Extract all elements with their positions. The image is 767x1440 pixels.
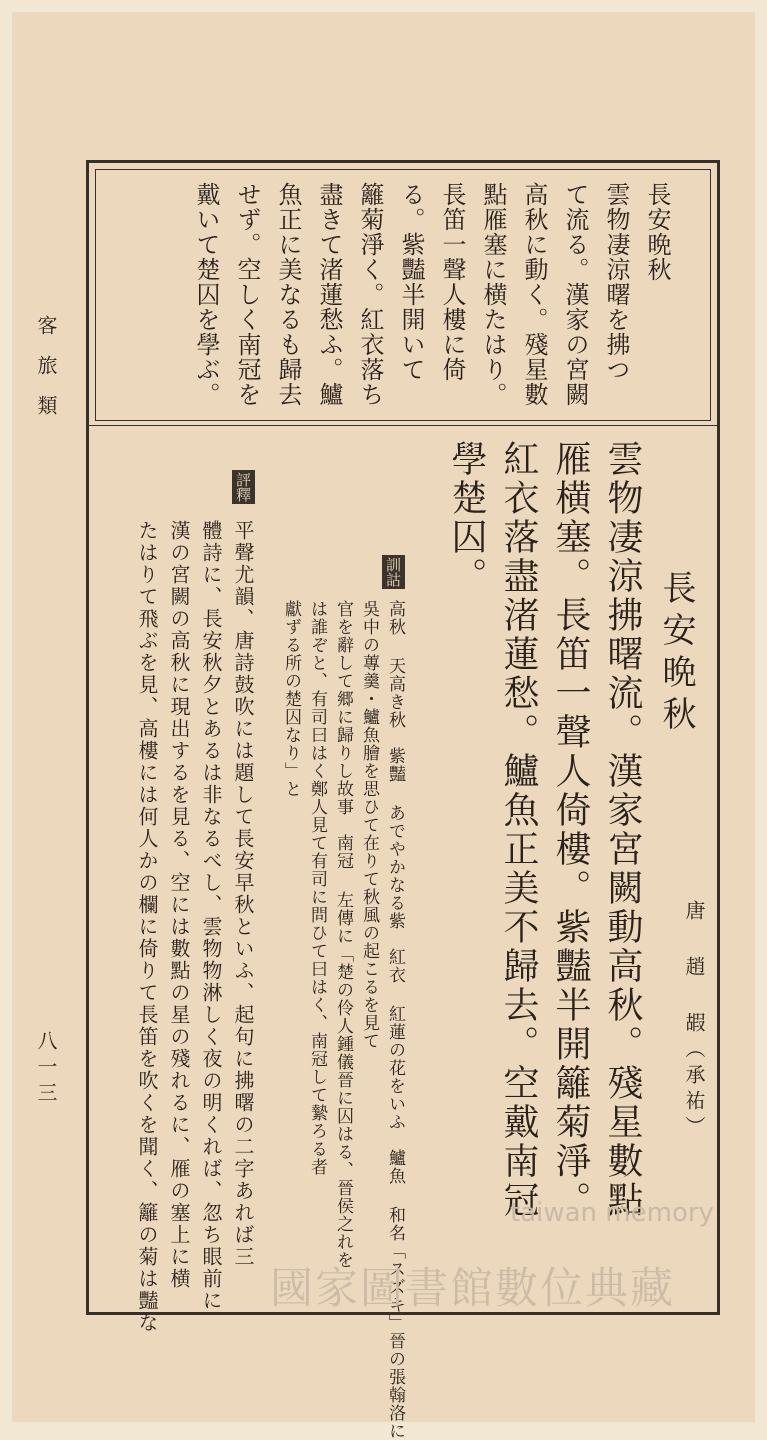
commentary-line-3: 漢の宮闕の高秋に現出するを見る、空には數點の星の殘れるに、雁の塞上に横 xyxy=(167,520,191,1290)
kana-line-3: て流る。漢家の宮闕 xyxy=(561,182,589,407)
note-line-5: 獻ずる所の楚囚なり」と xyxy=(281,600,301,798)
poem-author: 唐 趙 嘏（承祐） xyxy=(682,900,706,1142)
commentary-line-4: たはりて飛ぶを見、高樓には何人かの欄に倚りて長笛を吹くを聞く、籬の菊は豔な xyxy=(135,520,159,1334)
section-category: 客旅類 xyxy=(34,315,58,435)
kana-line-11: せず。空しく南冠を xyxy=(233,182,261,407)
poem-line-4: 學楚囚。 xyxy=(446,440,487,596)
poem-line-3: 紅衣落盡渚蓮愁。鱸魚正美不歸去。空戴南冠 xyxy=(498,440,539,1220)
poem-line-1: 雲物凄涼拂曙流。漢家宮闕動高秋。殘星數點 xyxy=(602,440,643,1220)
note-line-1: 高秋 天高き秋 紫豔 あでやかなる紫 紅衣 紅蓮の花をいふ 鱸魚 和名「スズキ」晉の張翰洛に xyxy=(385,600,405,1440)
kana-line-2: 雲物凄涼曙を拂つ xyxy=(602,182,630,382)
kana-line-7: る。紫豔半開いて xyxy=(397,182,425,382)
poem-line-2: 雁横塞。長笛一聲人倚樓。紫豔半開籬菊淨。 xyxy=(550,440,591,1220)
kana-line-5: 點雁塞に横たはり。 xyxy=(479,182,507,407)
notes-label: 訓詁 xyxy=(382,555,405,589)
section-divider xyxy=(89,425,717,426)
kana-line-12: 戴いて楚囚を學ぶ。 xyxy=(192,182,220,407)
watermark-latin: taiwan memory xyxy=(510,1198,714,1228)
note-line-4: は誰ぞと、有司曰はく鄭人見て有司に問ひて曰はく、南冠して縶ろる者 xyxy=(307,600,327,1176)
note-line-3: 官を辭して郷に歸りし故事 南冠 左傳に「楚の伶人鍾儀晉に囚はる、晉侯之れを xyxy=(333,600,353,1269)
note-line-2: 吳中の蓴羹・鱸魚膾を思ひて在りて秋風の起こるを見て xyxy=(359,600,379,1050)
kana-line-8: 籬菊淨く。紅衣落ち xyxy=(356,182,384,407)
kana-line-10: 魚正に美なるも歸去 xyxy=(274,182,302,407)
watermark-text: 國家圖書館數位典藏 xyxy=(270,1264,675,1314)
commentary-line-2: 體詩に、長安秋夕とあるは非なるべし、雲物物淋しく夜の明くれば、忽ち眼前に xyxy=(199,520,223,1312)
kana-line-9: 盡きて渚蓮愁ふ。鱸 xyxy=(315,182,343,407)
poem-title: 長安晩秋 xyxy=(656,570,696,738)
notes-section xyxy=(382,555,405,589)
kana-line-1: 長安晩秋 xyxy=(643,182,671,282)
commentary-line-1: 平聲尤韻、唐詩鼓吹には題して長安早秋といふ、起句に拂曙の二字あれば三 xyxy=(231,520,255,1268)
kana-line-4: 高秋に動く。殘星數 xyxy=(520,182,548,407)
page-number: 八一三 xyxy=(34,1030,58,1108)
commentary-label: 評釋 xyxy=(232,470,255,504)
commentary-section xyxy=(232,470,255,504)
kana-line-6: 長笛一聲人樓に倚 xyxy=(438,182,466,382)
